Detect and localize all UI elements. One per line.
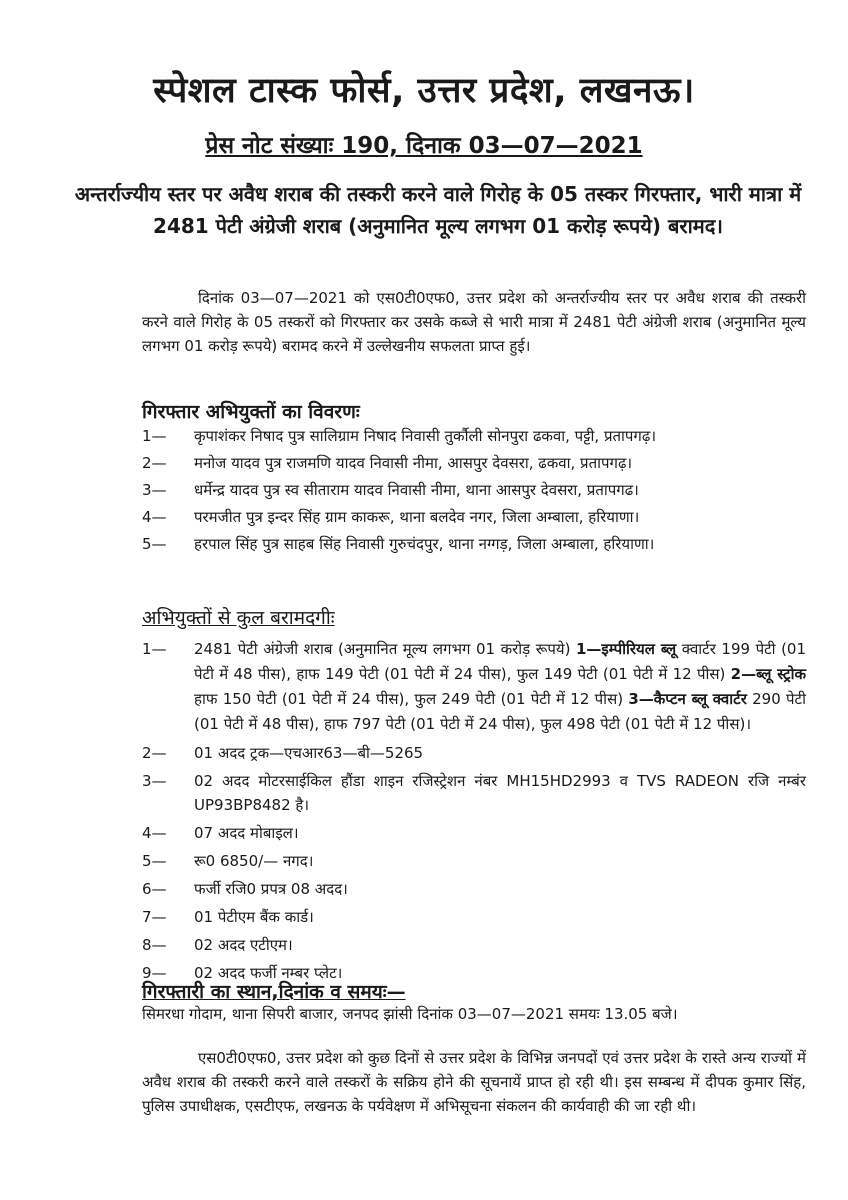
list-item (142, 478, 806, 502)
item-number: 8— (142, 936, 167, 954)
item-number: 3— (142, 481, 167, 499)
brand-imperial-blue: 1—इम्पीरियल ब्लू (575, 640, 677, 658)
item-number: 5— (142, 852, 167, 870)
list-item (142, 637, 806, 737)
item-number: 2— (142, 454, 167, 472)
item-text: क्वार्टर 199 पेटी (01 पेटी में 48 पीस), हाफ 149 पेटी (01 पेटी में 24 पीस), फुल 149 पेटी (01 पेटी में 12 पीस) (194, 640, 807, 683)
item-text: धर्मेन्द्र यादव पुत्र स्व सीताराम यादव निवासी नीमा, थाना आसपुर देवसरा, प्रतापगढ। (194, 481, 639, 499)
brand-blue-stroke: 2—ब्लू स्ट्रोक (730, 665, 807, 683)
item-text: 02 अदद एटीएम। (194, 936, 293, 954)
item-text: 290 पेटी (01 पेटी में 48 पीस), हाफ 797 पेटी (01 पेटी में 24 पीस), फुल 498 पेटी (01 पेटी में 12 पीस)। (194, 690, 806, 733)
accused-heading: गिरफ्तार अभियुक्तों का विवरणः (142, 401, 360, 423)
item-text: रू0 6850/— नगद। (194, 852, 314, 870)
arrest-heading: गिरफ्तारी का स्थान,दिनांक व समयः— (142, 981, 406, 1003)
intro-text: दिनांक 03—07—2021 को एस0टी0एफ0, उत्तर प्रदेश को अन्तर्राज्यीय स्तर पर अवैध शराब की तस्करी करने वाले गिरोह के 05 तस्करों को गिरफ्तार कर उसके कब्जे से भारी मात्रा में 2481 पेटी अंग्रेजी शराब (अनुमानित मूल्य लगभग 01 करोड़ रूपये) बरामद करने में उल्लेखनीय सफलता प्राप्त हुई। (142, 289, 806, 355)
list-item (142, 451, 806, 475)
list-item (142, 877, 806, 901)
item-text: 02 अदद मोटरसाईकिल हौंडा शाइन रजिस्ट्रेशन नंबर MH15HD2993 व TVS RADEON रजि नम्बंर UP93BP8482 है। (194, 772, 806, 814)
brand-captain-blue: 3—कैप्टन ब्लू क्वार्टर (628, 690, 747, 708)
item-number: 5— (142, 535, 167, 553)
closing-paragraph (142, 1046, 806, 1118)
item-text: हरपाल सिंह पुत्र साहब सिंह निवासी गुरुचंदपुर, थाना नग्गड़, जिला अम्बाला, हरियाणा। (194, 535, 655, 553)
item-text: 2481 पेटी अंग्रेजी शराब (अनुमानित मूल्य लगभग 01 करोड़ रूपये) (194, 640, 576, 658)
item-number: 4— (142, 824, 167, 842)
headline: अन्तर्राज्यीय स्तर पर अवैध शराब की तस्करी करने वाले गिरोह के 05 तस्कर गिरफ्तार, भारी मात्रा में 2481 पेटी अंग्रेजी शराब (अनुमानित मूल्य लगभग 01 करोड़ रूपये) बरामद। (74, 182, 802, 238)
item-text: कृपाशंकर निषाद पुत्र सालिग्राम निषाद निवासी तुर्कौली सोनपुरा ढकवा, पट्टी, प्रतापगढ़। (194, 427, 657, 445)
item-number: 7— (142, 908, 167, 926)
item-number: 6— (142, 880, 167, 898)
closing-text: एस0टी0एफ0, उत्तर प्रदेश को कुछ दिनों से उत्तर प्रदेश के विभिन्न जनपदों एवं उत्तर प्रदेश के रास्ते अन्य राज्यों में अवैध शराब की तस्करी करने वाले तस्करों के सक्रिय होने की सूचनायें प्राप्त हो रही थी। इस सम्बन्ध में दीपक कुमार सिंह, पुलिस उपाधीक्षक, एसटीएफ, लखनऊ के पर्यवेक्षण में अभिसूचना संकलन की कार्यवाही की जा रही थी। (142, 1049, 806, 1115)
item-text: 01 अदद ट्रक—एचआर63—बी—5265 (194, 744, 424, 762)
item-text: मनोज यादव पुत्र राजमणि यादव निवासी नीमा, आसपुर देवसरा, ढकवा, प्रतापगढ़। (194, 454, 633, 472)
item-text: 01 पेटीएम बैंक कार्ड। (194, 908, 314, 926)
item-text: 07 अदद मोबाइल। (194, 824, 299, 842)
list-item (142, 741, 806, 765)
arrest-details: सिमरधा गोदाम, थाना सिपरी बाजार, जनपद झांसी दिनांक 03—07—2021 समयः 13.05 बजे। (142, 1005, 678, 1023)
list-item (142, 821, 806, 845)
item-number: 1— (142, 427, 167, 445)
item-number: 3— (142, 772, 167, 790)
item-text: हाफ 150 पेटी (01 पेटी में 24 पीस), फुल 249 पेटी (01 पेटी में 12 पीस) (194, 690, 629, 708)
item-number: 1— (142, 640, 167, 658)
list-item (142, 424, 806, 448)
item-text: 02 अदद फर्जी नम्बर प्लेट। (194, 964, 343, 982)
list-item (142, 505, 806, 529)
press-note-number: प्रेस नोट संख्याः 190, दिनाक 03—07—2021 (205, 133, 643, 159)
intro-paragraph (142, 286, 806, 358)
item-number: 2— (142, 744, 167, 762)
list-item (142, 532, 806, 556)
item-number: 4— (142, 508, 167, 526)
list-item (142, 905, 806, 929)
recovery-heading: अभियुक्तों से कुल बरामदगीः (142, 607, 335, 629)
item-text: परमजीत पुत्र इन्दर सिंह ग्राम काकरू, थाना बलदेव नगर, जिला अम्बाला, हरियाणा। (194, 508, 640, 526)
list-item (142, 849, 806, 873)
item-number: 9— (142, 964, 167, 982)
item-text: फर्जी रजि0 प्रपत्र 08 अदद। (194, 880, 348, 898)
accused-list (142, 424, 806, 559)
list-item (142, 933, 806, 957)
page-title: स्पेशल टास्क फोर्स, उत्तर प्रदेश, लखनऊ। (153, 71, 695, 111)
list-item (142, 769, 806, 817)
recovery-list (142, 637, 806, 989)
